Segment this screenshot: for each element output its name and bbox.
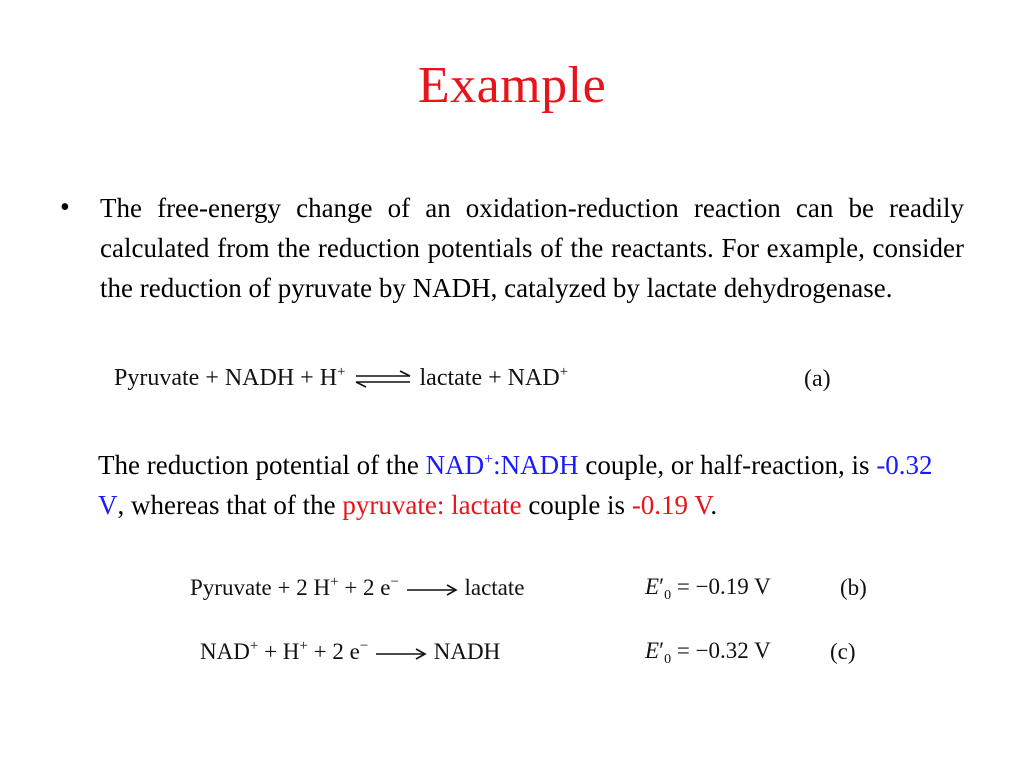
equation-b-e-symbol: E <box>645 574 660 599</box>
equation-b-potential <box>645 574 771 604</box>
couple-nadh: :NADH <box>493 450 579 480</box>
paragraph-text: , whereas that of the <box>117 490 343 520</box>
nad-potential-value: -0.32 V <box>98 450 933 520</box>
bullet-icon: • <box>60 192 70 223</box>
right-arrow-icon <box>405 583 459 597</box>
couple-nad-charge: + <box>484 451 494 468</box>
equilibrium-arrow-icon <box>352 369 414 389</box>
equation-c-charge: + <box>249 638 259 654</box>
nad-nadh-couple <box>426 450 579 480</box>
equation-b <box>190 574 867 603</box>
equation-c-proton: + H <box>258 639 300 664</box>
equation-b-electrons: + 2 e <box>338 575 391 600</box>
bullet-text: The free-energy change of an oxidation-reduction reaction can be readily calculated from the reduction potentials of the reactants. For example, consider the reduction of pyruvate by NADH, catalyzed by lactate dehydrogenase. <box>100 193 964 303</box>
equation-c-e-sub: 0 <box>664 652 672 667</box>
equation-c-electron-charge: − <box>359 638 369 654</box>
paragraph-text: couple is <box>521 490 632 520</box>
equation-b-right: lactate <box>464 575 525 600</box>
equation-c-potential <box>645 638 771 668</box>
paragraph-text: The reduction potential of the <box>98 450 426 480</box>
pyruvate-potential-value: -0.19 V <box>631 490 711 520</box>
equation-b-potential-value: = −0.19 V <box>671 574 771 599</box>
paragraph-text: couple, or half-reaction, is <box>578 450 877 480</box>
right-arrow-icon <box>374 647 428 661</box>
equation-c-left: NAD <box>200 639 250 664</box>
equation-b-left: Pyruvate + 2 H <box>190 575 331 600</box>
equation-c <box>200 638 856 667</box>
reduction-potential-paragraph <box>98 440 958 525</box>
equation-c-electrons: + 2 e <box>307 639 360 664</box>
equation-b-e-prime: ′ <box>659 574 665 599</box>
equation-b-electron-charge: − <box>390 574 399 590</box>
equation-a-left-charge: + <box>337 364 346 380</box>
equation-a <box>114 364 831 392</box>
equation-a-left: Pyruvate + NADH + H <box>114 365 338 391</box>
equation-c-e-symbol: E <box>645 638 660 663</box>
pyruvate-lactate-couple: pyruvate: lactate <box>342 490 522 520</box>
equation-c-label: (c) <box>830 639 856 664</box>
equation-b-charge: + <box>330 574 339 590</box>
equation-c-potential-value: = −0.32 V <box>671 638 771 663</box>
equation-b-label: (b) <box>840 575 867 600</box>
couple-nad: NAD <box>425 450 485 480</box>
equation-c-right: NADH <box>433 639 501 664</box>
equation-a-right: lactate + NAD <box>419 365 560 391</box>
equation-a-label: (a) <box>804 366 831 392</box>
equation-b-e-sub: 0 <box>664 588 672 603</box>
slide-title: Example <box>417 57 607 114</box>
equation-c-proton-charge: + <box>299 638 308 654</box>
paragraph-text: . <box>710 490 718 520</box>
equation-c-e-prime: ′ <box>659 638 665 663</box>
equation-a-right-charge: + <box>559 364 569 380</box>
